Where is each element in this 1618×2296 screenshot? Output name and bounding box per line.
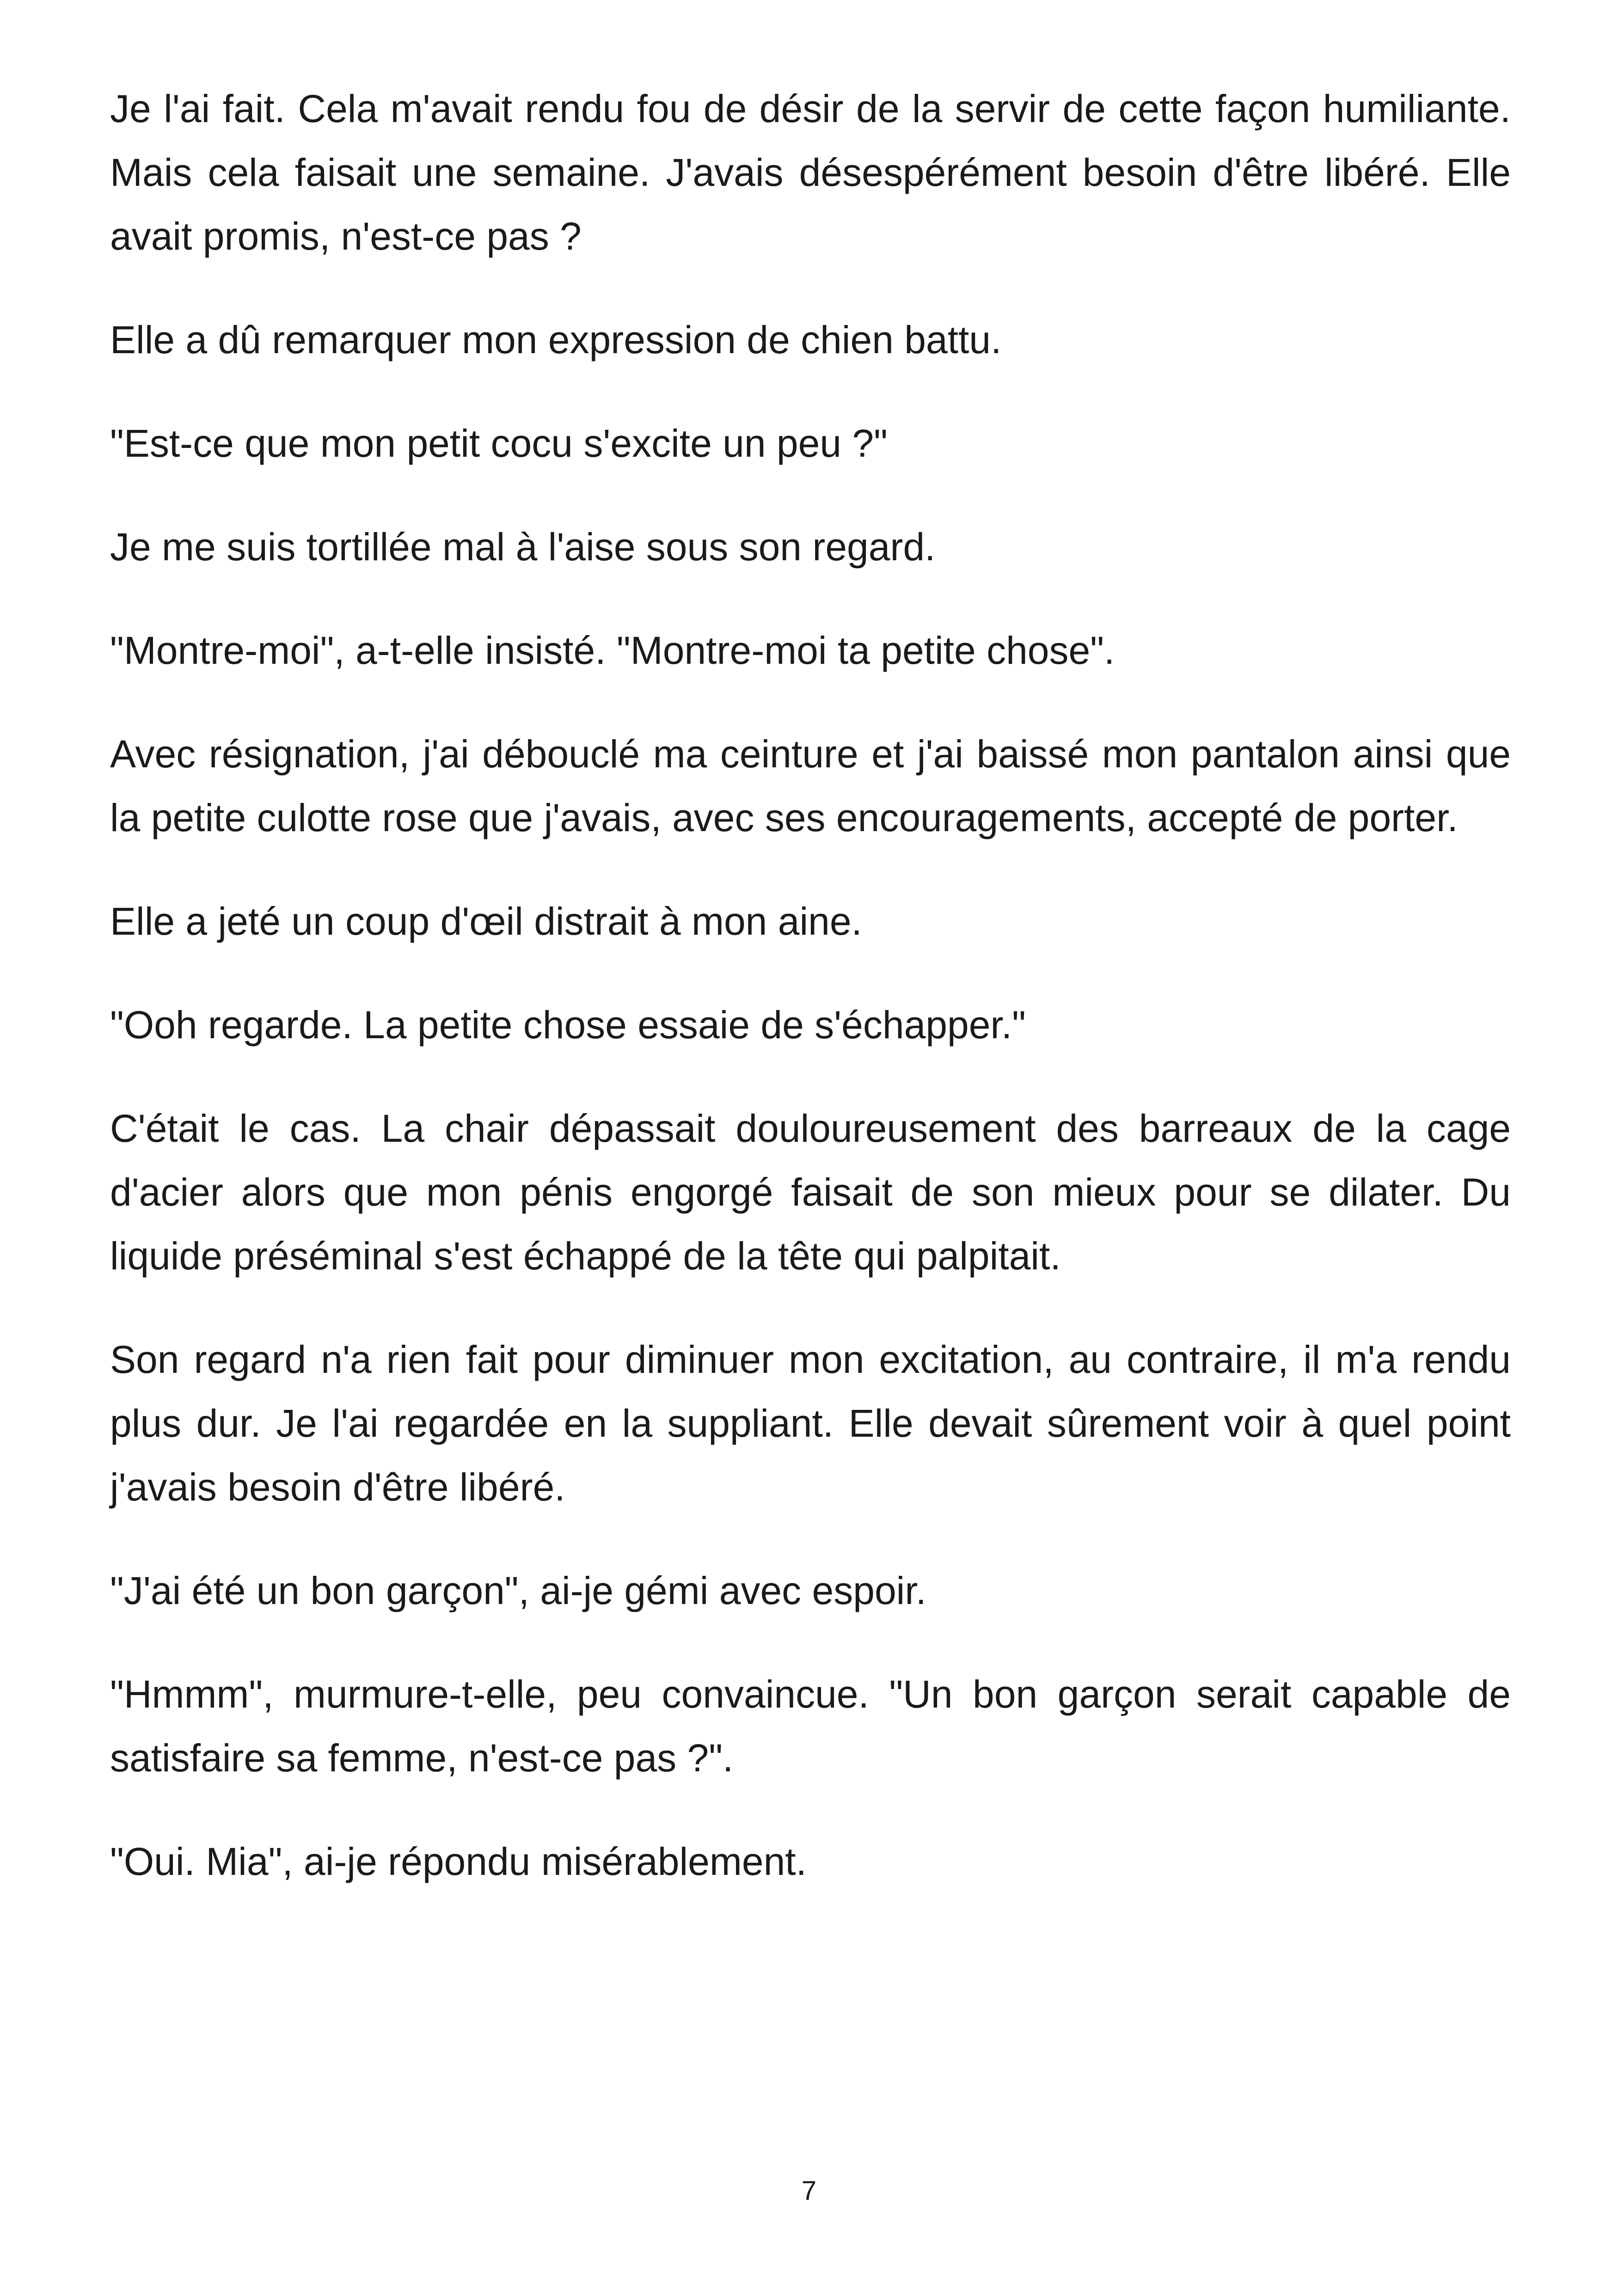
paragraph: Je me suis tortillée mal à l'aise sous son regard.	[110, 525, 936, 569]
paragraph: Elle a dû remarquer mon expression de chien battu.	[110, 318, 1002, 361]
paragraph: "J'ai été un bon garçon", ai-je gémi avec espoir.	[110, 1569, 927, 1612]
paragraph: "Ooh regarde. La petite chose essaie de s'échapper."	[110, 1003, 1026, 1047]
paragraph: "Montre-moi", a-t-elle insisté. "Montre-moi ta petite chose".	[110, 629, 1115, 672]
body-text	[110, 77, 1511, 1933]
page-number: 7	[801, 2176, 817, 2206]
paragraph: Elle a jeté un coup d'œil distrait à mon aine.	[110, 900, 862, 943]
paragraph: C'était le cas. La chair dépassait douloureusement des barreaux de la cage d'acier alors que mon pénis engorgé faisait de son mieux pour se dilater. Du liquide préséminal s'est échappé de la tête qui palpitait.	[110, 1107, 1511, 1278]
paragraph: Avec résignation, j'ai débouclé ma ceinture et j'ai baissé mon pantalon ainsi que la petite culotte rose que j'avais, avec ses encouragements, accepté de porter.	[110, 732, 1511, 839]
paragraph: "Est-ce que mon petit cocu s'excite un peu ?"	[110, 422, 888, 465]
paragraph: "Hmmm", murmure-t-elle, peu convaincue. "Un bon garçon serait capable de satisfaire sa femme, n'est-ce pas ?".	[110, 1672, 1511, 1780]
paragraph: Son regard n'a rien fait pour diminuer mon excitation, au contraire, il m'a rendu plus dur. Je l'ai regardée en la suppliant. Elle devait sûrement voir à quel point j'avais besoin d'être libéré.	[110, 1338, 1511, 1509]
paragraph: Je l'ai fait. Cela m'avait rendu fou de désir de la servir de cette façon humiliante. Mais cela faisait une semaine. J'avais désespérément besoin d'être libéré. Elle avait promis, n'est-ce pas ?	[110, 87, 1511, 258]
paragraph: "Oui. Mia", ai-je répondu misérablement.	[110, 1840, 807, 1883]
